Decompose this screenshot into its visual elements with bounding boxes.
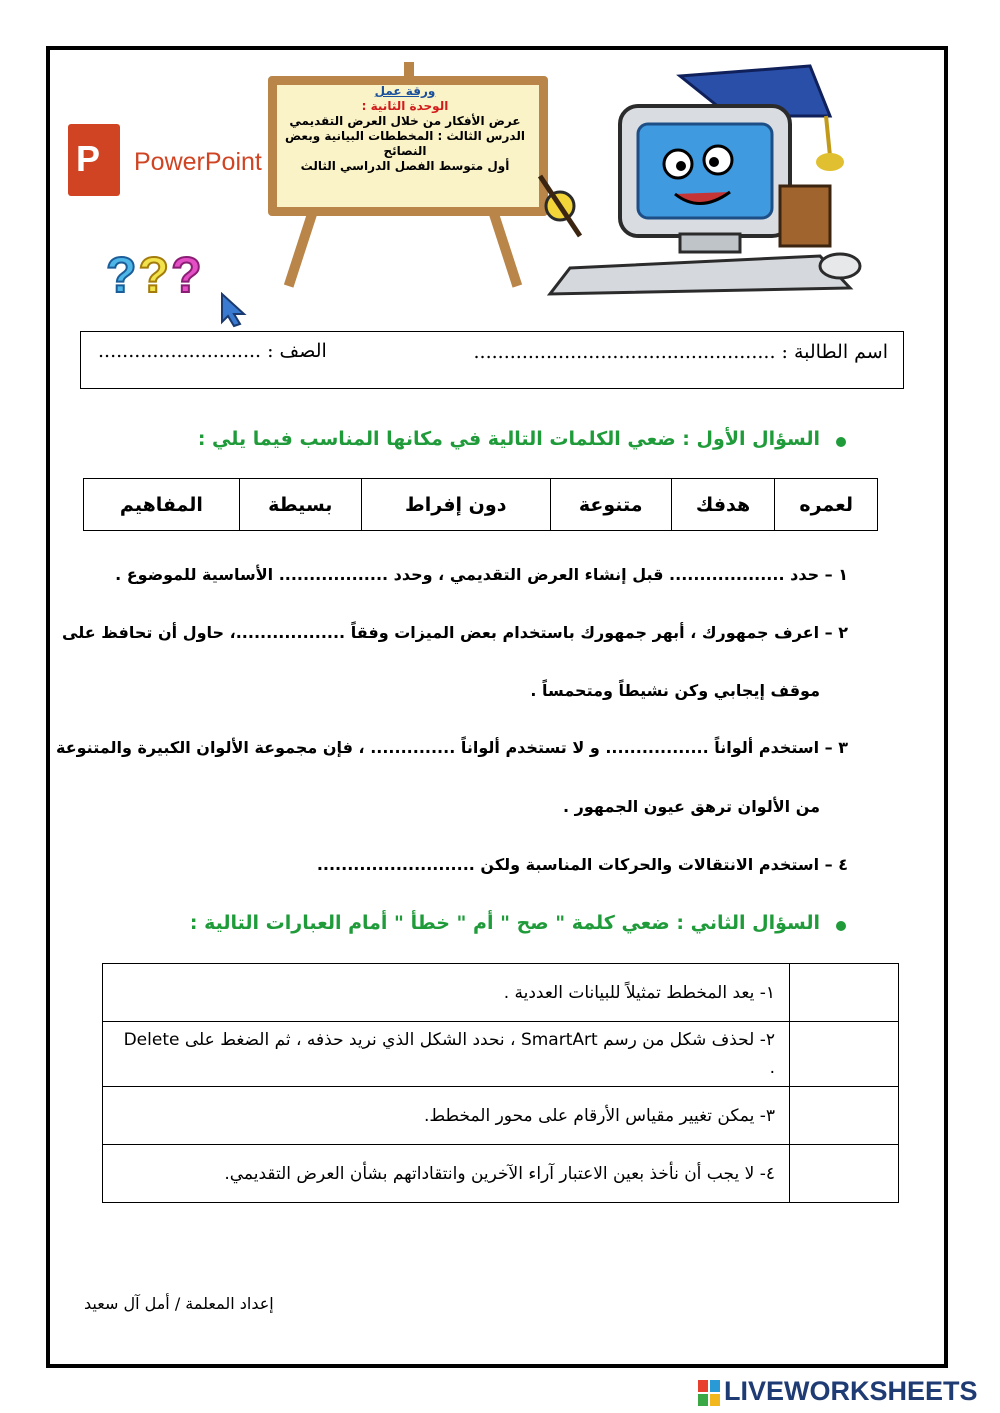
fill-blank-sentence-2: ٢ – اعرف جمهورك ، أبهر جمهورك باستخدام بعض الميزات وفقاً ..................، حاول أن تحافظ على bbox=[62, 623, 848, 642]
statement-cell: ٣- يمكن تغيير مقياس الأرقام على محور المخطط. bbox=[103, 1087, 790, 1145]
true-false-table bbox=[102, 963, 899, 1203]
teacher-credit: إعداد المعلمة / أمل آل سعيد bbox=[84, 1294, 274, 1313]
answer-cell[interactable] bbox=[790, 1087, 899, 1145]
table-row bbox=[103, 1022, 899, 1087]
question2-heading: السؤال الثاني : ضعي كلمة " صح " أم " خطأ " أمام العبارات التالية : bbox=[189, 912, 820, 934]
word-bank-item[interactable]: لعمره bbox=[775, 479, 878, 531]
statement-cell: ٤- لا يجب أن نأخذ بعين الاعتبار آراء الآخرين وانتقاداتهم بشأن العرض التقديمي. bbox=[103, 1145, 790, 1203]
word-bank-item[interactable]: دون إفراط bbox=[361, 479, 550, 531]
bullet-icon bbox=[836, 921, 846, 931]
mouse-pointer-icon bbox=[218, 292, 248, 328]
fill-blank-sentence-2-cont: موقف إيجابي وكن نشيطاً ومتحمساً . bbox=[530, 681, 820, 700]
fill-blank-sentence-3: ٣ – استخدم ألواناً ................. و لا تستخدم ألواناً .............. ، فإن مجموعة الألوان الكبيرة والمتنوعة bbox=[56, 738, 848, 757]
answer-cell[interactable] bbox=[790, 1145, 899, 1203]
fill-blank-sentence-1: ١ – حدد ................... قبل إنشاء العرض التقديمي ، وحدد .................. الأساسية للموضوع . bbox=[115, 565, 848, 584]
statement-cell: ١- يعد المخطط تمثيلاً للبيانات العددية . bbox=[103, 964, 790, 1022]
computer-mascot-icon bbox=[530, 56, 890, 296]
class-field[interactable]: الصف : ........................... bbox=[98, 340, 327, 362]
word-bank-item[interactable]: بسيطة bbox=[239, 479, 361, 531]
word-bank-item[interactable]: متنوعة bbox=[550, 479, 671, 531]
table-row bbox=[103, 1087, 899, 1145]
answer-cell[interactable] bbox=[790, 1022, 899, 1087]
liveworksheets-logo-icon bbox=[698, 1380, 720, 1406]
word-bank-table bbox=[83, 478, 878, 531]
powerpoint-logo-text: PowerPoint bbox=[134, 148, 262, 176]
fill-blank-sentence-4: ٤ – استخدم الانتقالات والحركات المناسبة ولكن .......................... bbox=[316, 855, 848, 874]
worksheet-title: ورقة عمل الوحدة الثانية : عرض الأفكار من خلال العرض التقديمي الدرس الثالث : المخططات البيانية وبعض النصائح أول متوسط الفصل الدراسي الثالث bbox=[285, 84, 525, 173]
student-name-field[interactable]: اسم الطالبة : .................................................. bbox=[473, 341, 888, 363]
fill-blank-sentence-3-cont: من الألوان ترهق عيون الجمهور . bbox=[563, 797, 820, 816]
question-marks-icon: ??? bbox=[106, 247, 204, 303]
bullet-icon bbox=[836, 437, 846, 447]
liveworksheets-watermark: LIVEWORKSHEETS bbox=[724, 1376, 978, 1406]
answer-cell[interactable] bbox=[790, 964, 899, 1022]
statement-cell: ٢- لحذف شكل من رسم SmartArt ، نحدد الشكل الذي نريد حذفه ، ثم الضغط على Delete . bbox=[103, 1022, 790, 1087]
word-bank-item[interactable]: المفاهيم bbox=[84, 479, 240, 531]
powerpoint-logo-icon: P bbox=[68, 124, 120, 196]
word-bank-item[interactable]: هدفك bbox=[671, 479, 775, 531]
question1-heading: السؤال الأول : ضعي الكلمات التالية في مكانها المناسب فيما يلي : bbox=[197, 428, 820, 450]
table-row bbox=[103, 1145, 899, 1203]
table-row bbox=[103, 964, 899, 1022]
